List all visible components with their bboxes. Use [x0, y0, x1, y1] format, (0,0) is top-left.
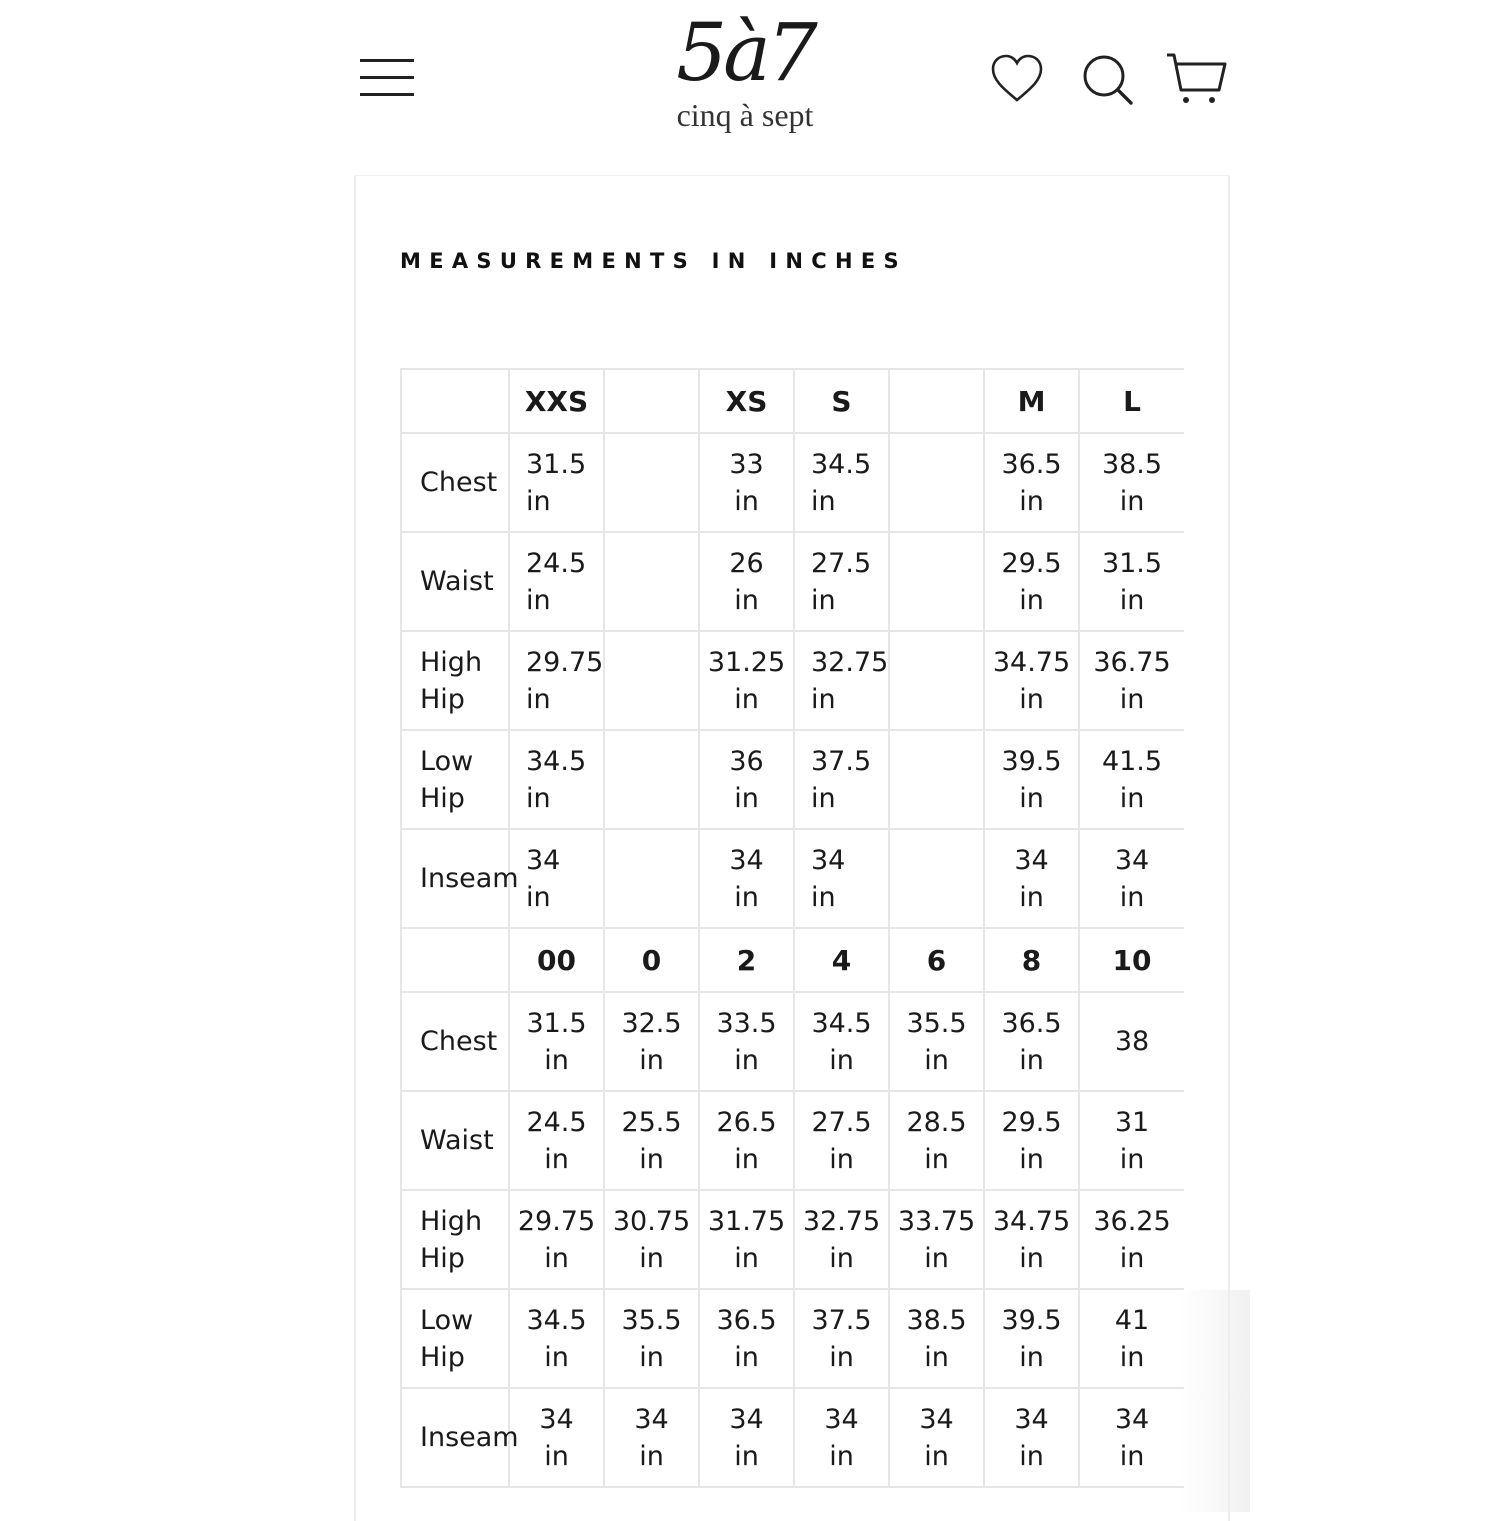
measurement-cell: [699, 1388, 794, 1487]
size-header-cell: 0: [604, 928, 699, 992]
size-header-cell: 00: [509, 928, 604, 992]
measurement-value: 31.75: [707, 1205, 786, 1237]
measurement-cell: [1079, 829, 1184, 928]
measurement-cell: [889, 829, 984, 928]
measurement-unit: in: [924, 1242, 949, 1274]
hamburger-icon: [360, 93, 414, 96]
measurement-cell: [509, 1190, 604, 1289]
measurement-unit: in: [829, 1143, 854, 1175]
measurement-cell: [889, 433, 984, 532]
brand-logo[interactable]: [650, 6, 840, 142]
measurement-cell: [509, 992, 604, 1091]
measurement-value: 34: [634, 1403, 669, 1435]
measurement-value: 35.5: [621, 1304, 682, 1336]
measurement-unit: in: [734, 881, 759, 913]
measurement-value: 29.75: [517, 1205, 596, 1237]
measurement-cell: [1079, 433, 1184, 532]
cart-icon: [1164, 50, 1230, 108]
measurement-unit: in: [544, 1242, 569, 1274]
measurement-value: 34: [824, 1403, 859, 1435]
measurement-value: 34: [1114, 844, 1150, 876]
measurement-cell: [889, 1289, 984, 1388]
measurement-value: 33.75: [897, 1205, 976, 1237]
measurement-value: 36.5: [1001, 448, 1062, 480]
measurement-value: 34.75: [992, 646, 1071, 678]
measurement-row: [401, 631, 1184, 730]
size-header-cell: 6: [889, 928, 984, 992]
measurement-cell: [699, 1091, 794, 1190]
measurement-cell: [889, 1388, 984, 1487]
measurement-value: 35.5: [906, 1007, 967, 1039]
measurement-cell: [604, 1289, 699, 1388]
measurement-value: 39.5: [1001, 1304, 1062, 1336]
measurement-value: 34: [1114, 1403, 1150, 1435]
size-header-cell: [604, 369, 699, 433]
measurement-value: 38.5: [1101, 448, 1163, 480]
size-header-cell: XXS: [509, 369, 604, 433]
cart-button[interactable]: [1164, 50, 1230, 108]
measurement-value: 34: [729, 844, 764, 876]
measurement-unit: in: [639, 1440, 664, 1472]
measurement-row: [401, 992, 1184, 1091]
menu-button[interactable]: [360, 55, 416, 99]
measurement-cell: [604, 1190, 699, 1289]
measurement-cell: [984, 730, 1079, 829]
heart-icon: [988, 50, 1046, 108]
measurement-cell: [1079, 1190, 1184, 1289]
measurement-cell: [984, 1091, 1079, 1190]
measurement-value: 26: [729, 547, 764, 579]
measurement-cell: [699, 992, 794, 1091]
measurement-row: [401, 1091, 1184, 1190]
measurement-cell: [509, 730, 604, 829]
measurement-value: 30.75: [612, 1205, 691, 1237]
measurement-label: Low Hip: [401, 1289, 509, 1388]
measurement-unit: in: [734, 1440, 759, 1472]
size-header-cell: L: [1079, 369, 1184, 433]
measurement-value: 32.5: [621, 1007, 682, 1039]
measurement-cell: [699, 829, 794, 928]
measurement-cell: [984, 829, 1079, 928]
size-header-row: [401, 928, 1184, 992]
measurement-unit: in: [1019, 782, 1044, 814]
measurement-unit: in: [1119, 881, 1145, 913]
size-header-cell: 2: [699, 928, 794, 992]
measurement-cell: [794, 1388, 889, 1487]
measurement-cell: [794, 730, 889, 829]
measurement-cell: [984, 631, 1079, 730]
measurement-value: 24.5: [526, 1106, 587, 1138]
measurement-cell: [889, 1091, 984, 1190]
measurement-unit: in: [1019, 584, 1044, 616]
measurement-value: 34: [919, 1403, 954, 1435]
measurement-label: Chest: [401, 992, 509, 1091]
header-corner-cell: [401, 928, 509, 992]
measurement-unit: in: [734, 683, 759, 715]
measurement-unit: in: [1019, 1044, 1044, 1076]
measurement-row: [401, 730, 1184, 829]
measurement-unit: in: [526, 881, 551, 913]
measurement-label: Chest: [401, 433, 509, 532]
measurement-unit: in: [1119, 1242, 1145, 1274]
measurement-cell: [509, 829, 604, 928]
measurement-unit: in: [734, 1044, 759, 1076]
size-header-cell: 10: [1079, 928, 1184, 992]
hamburger-icon: [360, 59, 414, 62]
measurement-value: 25.5: [621, 1106, 682, 1138]
measurement-cell: [1079, 1289, 1184, 1388]
measurement-unit: in: [1019, 485, 1044, 517]
measurement-value: 31.5: [526, 1007, 587, 1039]
size-chart-table-scroll[interactable]: [400, 368, 1184, 1512]
measurement-unit: in: [829, 1044, 854, 1076]
measurement-value: 33: [729, 448, 764, 480]
logo-wordmark: cinq à sept: [676, 97, 814, 133]
measurement-unit: in: [811, 881, 836, 913]
measurement-cell: [794, 532, 889, 631]
measurement-row: [401, 433, 1184, 532]
measurement-value: 34.5: [811, 1007, 872, 1039]
measurement-unit: in: [639, 1044, 664, 1076]
size-chart-table: [400, 368, 1184, 1488]
measurement-cell: [1079, 1091, 1184, 1190]
header-corner-cell: [401, 369, 509, 433]
measurement-unit: in: [829, 1440, 854, 1472]
measurement-value: 34: [1014, 844, 1049, 876]
measurement-unit: in: [924, 1440, 949, 1472]
measurement-cell: [984, 433, 1079, 532]
measurement-cell: [604, 829, 699, 928]
measurement-cell: [604, 1091, 699, 1190]
size-header-cell: XS: [699, 369, 794, 433]
size-header-cell: 8: [984, 928, 1079, 992]
measurement-cell: [794, 992, 889, 1091]
measurement-cell: [699, 631, 794, 730]
measurement-row: [401, 532, 1184, 631]
measurement-cell: [1079, 532, 1184, 631]
measurement-label: High Hip: [401, 631, 509, 730]
measurement-unit: in: [1119, 1341, 1145, 1373]
measurement-unit: in: [1119, 485, 1145, 517]
measurement-unit: in: [544, 1044, 569, 1076]
measurement-unit: in: [811, 683, 836, 715]
measurement-value: 33.5: [716, 1007, 777, 1039]
measurement-value: 31.5: [526, 448, 587, 480]
measurement-unit: in: [924, 1044, 949, 1076]
measurement-label: Low Hip: [401, 730, 509, 829]
measurement-cell: [794, 1190, 889, 1289]
measurement-value: 34: [811, 844, 846, 876]
wishlist-button[interactable]: [988, 50, 1046, 108]
measurement-cell: [794, 829, 889, 928]
measurement-unit: in: [544, 1143, 569, 1175]
measurement-cell: [794, 1289, 889, 1388]
measurement-label: Waist: [401, 532, 509, 631]
measurement-unit: in: [734, 584, 759, 616]
measurement-value: 26.5: [716, 1106, 777, 1138]
measurement-value: 24.5: [526, 547, 587, 579]
measurement-value: 27.5: [811, 547, 872, 579]
measurement-unit: in: [734, 1341, 759, 1373]
measurement-unit: in: [1019, 881, 1044, 913]
measurement-cell: [604, 631, 699, 730]
measurement-value: 38.5: [906, 1304, 967, 1336]
measurement-value: 36.5: [716, 1304, 777, 1336]
measurement-value: 34.5: [526, 745, 587, 777]
size-header-cell: S: [794, 369, 889, 433]
measurement-value: 34: [729, 1403, 764, 1435]
measurement-label: Waist: [401, 1091, 509, 1190]
measurement-cell: [984, 992, 1079, 1091]
measurement-value: 31.5: [1101, 547, 1163, 579]
measurement-cell: [889, 532, 984, 631]
measurement-cell: [1079, 631, 1184, 730]
measurement-cell: [794, 631, 889, 730]
measurement-cell: [1079, 1388, 1184, 1487]
measurement-cell: [509, 1091, 604, 1190]
logo-mark: 5à7: [676, 6, 814, 99]
measurement-cell: [604, 1388, 699, 1487]
measurement-value: 39.5: [1001, 745, 1062, 777]
measurement-label: Inseam: [401, 829, 509, 928]
measurement-value: 28.5: [906, 1106, 967, 1138]
measurement-cell: [889, 631, 984, 730]
measurement-value: 32.75: [802, 1205, 881, 1237]
measurement-unit: in: [811, 782, 836, 814]
measurement-value: 34: [1014, 1403, 1049, 1435]
measurement-unit: in: [734, 782, 759, 814]
measurement-unit: in: [526, 782, 551, 814]
measurement-unit: in: [829, 1341, 854, 1373]
measurement-value: 31.25: [707, 646, 786, 678]
measurement-unit: in: [1019, 1341, 1044, 1373]
measurement-unit: in: [1019, 683, 1044, 715]
measurement-cell: [699, 1190, 794, 1289]
measurement-unit: in: [544, 1341, 569, 1373]
measurement-unit: in: [811, 584, 836, 616]
measurement-unit: in: [734, 1143, 759, 1175]
measurement-value: 37.5: [811, 745, 872, 777]
measurement-cell: [509, 1289, 604, 1388]
measurement-value: 29.5: [1001, 1106, 1062, 1138]
measurement-cell: [889, 1190, 984, 1289]
measurement-cell: [509, 532, 604, 631]
measurement-cell: [509, 631, 604, 730]
measurement-unit: in: [1019, 1440, 1044, 1472]
measurement-value: 34: [526, 844, 561, 876]
measurement-cell: [889, 992, 984, 1091]
measurement-cell: [699, 1289, 794, 1388]
hamburger-icon: [360, 76, 414, 79]
measurement-row: [401, 1388, 1184, 1487]
measurement-cell: [984, 1190, 1079, 1289]
measurement-cell: [984, 1388, 1079, 1487]
measurement-cell: [509, 433, 604, 532]
size-header-cell: M: [984, 369, 1079, 433]
measurement-cell: [699, 532, 794, 631]
measurement-value: 29.75: [526, 646, 604, 678]
measurement-unit: in: [639, 1341, 664, 1373]
measurement-value: 34.5: [811, 448, 872, 480]
measurement-unit: in: [1119, 584, 1145, 616]
measurement-cell: [604, 730, 699, 829]
measurement-unit: in: [1119, 683, 1145, 715]
measurement-cell: [794, 433, 889, 532]
measurement-value: 41.5: [1101, 745, 1163, 777]
measurement-unit: in: [544, 1440, 569, 1472]
measurement-unit: in: [526, 683, 551, 715]
measurement-unit: in: [1019, 1242, 1044, 1274]
measurement-cell: [984, 1289, 1079, 1388]
measurement-unit: in: [1119, 1440, 1145, 1472]
measurement-unit: in: [639, 1143, 664, 1175]
measurement-label: High Hip: [401, 1190, 509, 1289]
measurement-value: 32.75: [811, 646, 889, 678]
measurement-value: 34.5: [526, 1304, 587, 1336]
measurement-unit: in: [1119, 782, 1145, 814]
search-button[interactable]: [1080, 50, 1138, 108]
measurement-row: [401, 829, 1184, 928]
measurement-value: 36: [729, 745, 764, 777]
measurement-unit: in: [811, 485, 836, 517]
measurement-value: 27.5: [811, 1106, 872, 1138]
measurement-cell: [604, 992, 699, 1091]
measurement-unit: in: [924, 1341, 949, 1373]
measurement-unit: in: [639, 1242, 664, 1274]
measurement-unit: in: [526, 485, 551, 517]
measurement-value: 34.75: [992, 1205, 1071, 1237]
measurement-row: [401, 1289, 1184, 1388]
measurement-value: 41: [1114, 1304, 1150, 1336]
measurement-unit: in: [734, 485, 759, 517]
measurement-cell: [1079, 730, 1184, 829]
measurement-value: 31: [1114, 1106, 1150, 1138]
size-header-cell: 4: [794, 928, 889, 992]
site-header: [0, 0, 1512, 175]
measurement-cell: [699, 730, 794, 829]
measurement-cell: [889, 730, 984, 829]
measurement-cell: [984, 532, 1079, 631]
measurement-value: 36.25: [1093, 1205, 1171, 1237]
measurement-label: Inseam: [401, 1388, 509, 1487]
measurement-unit: in: [1119, 1143, 1145, 1175]
measurement-cell: [1079, 992, 1184, 1091]
measurement-cell: [604, 433, 699, 532]
size-guide-heading: MEASUREMENTS IN INCHES: [400, 249, 907, 273]
size-header-row: [401, 369, 1184, 433]
measurement-unit: in: [526, 584, 551, 616]
search-icon: [1080, 50, 1138, 108]
size-header-cell: [889, 369, 984, 433]
measurement-row: [401, 1190, 1184, 1289]
measurement-cell: [699, 433, 794, 532]
measurement-value: 36.5: [1001, 1007, 1062, 1039]
measurement-cell: [509, 1388, 604, 1487]
measurement-cell: [604, 532, 699, 631]
measurement-cell: [794, 1091, 889, 1190]
measurement-value: 37.5: [811, 1304, 872, 1336]
measurement-unit: in: [1019, 1143, 1044, 1175]
measurement-value: 34: [539, 1403, 574, 1435]
measurement-value: 29.5: [1001, 547, 1062, 579]
measurement-unit: in: [829, 1242, 854, 1274]
measurement-unit: in: [734, 1242, 759, 1274]
measurement-value: 38: [1114, 1026, 1150, 1057]
measurement-unit: in: [924, 1143, 949, 1175]
measurement-value: 36.75: [1093, 646, 1171, 678]
